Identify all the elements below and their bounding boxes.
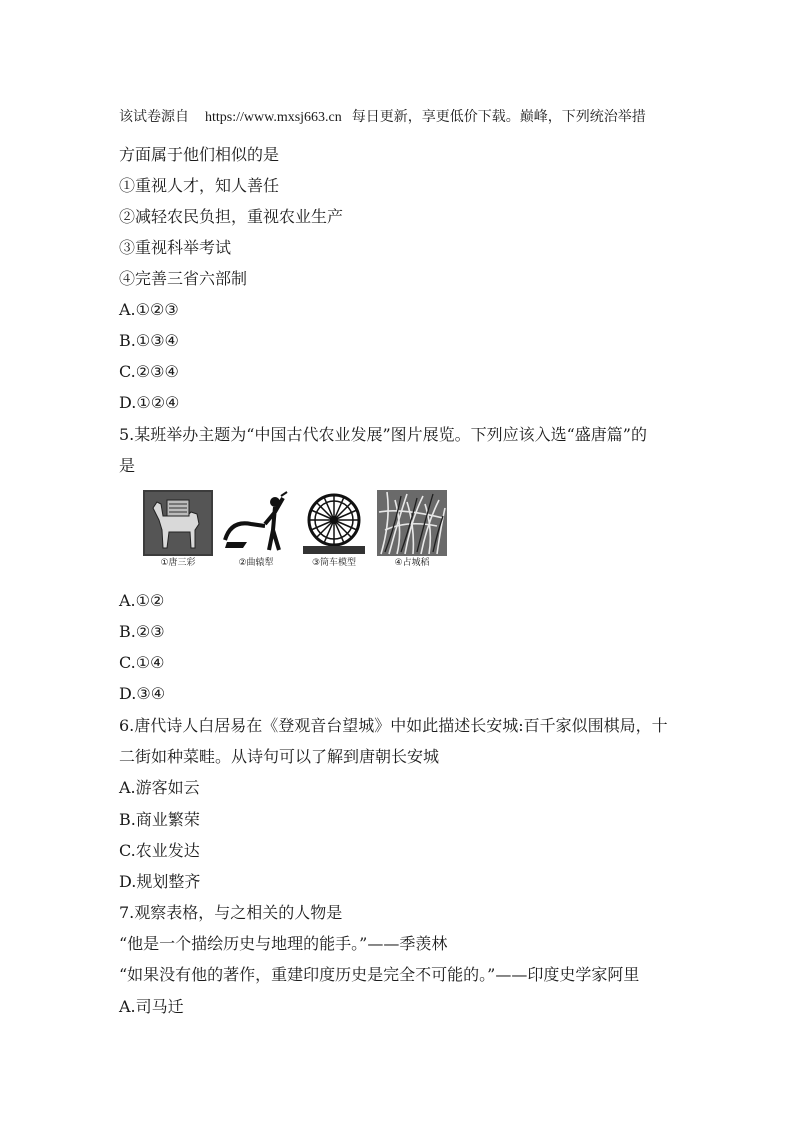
header-prefix: 该试卷源自	[119, 109, 189, 125]
q7-quote-1: “他是一个描绘历史与地理的能手。”——季羡林	[119, 934, 448, 953]
q7-quote-2: “如果没有他的著作，重建印度历史是完全不可能的。”——印度史学家阿里	[119, 965, 640, 984]
q5-stem-line-2: 是	[119, 456, 136, 475]
figure-tang-sancai	[143, 490, 213, 570]
curved-shaft-plow-icon	[221, 490, 291, 556]
figure-caption: ①唐三彩	[160, 558, 196, 568]
page-header	[119, 107, 646, 128]
q6-stem-line-2: 二街如种菜畦。从诗句可以了解到唐朝长安城	[119, 747, 440, 766]
q4-option-d: D.①②④	[119, 393, 180, 412]
water-wheel-icon	[299, 490, 369, 556]
figure-champa-rice	[377, 490, 447, 570]
q6-option-a: A.游客如云	[119, 778, 200, 797]
q4-stem-continuation: 方面属于他们相似的是	[119, 145, 280, 164]
q4-item-4: ④完善三省六部制	[119, 269, 248, 288]
figure-curved-plow	[221, 490, 291, 570]
champa-rice-icon	[377, 490, 447, 556]
figure-caption: ②曲辕犁	[238, 558, 274, 568]
q5-figure-strip	[143, 490, 448, 570]
q4-item-1: ①重视人才，知人善任	[119, 176, 280, 195]
q4-item-2: ②减轻农民负担，重视农业生产	[119, 207, 344, 226]
q5-option-a: A.①②	[119, 591, 165, 610]
q6-option-b: B.商业繁荣	[119, 810, 200, 829]
q6-stem-line-1: 6.唐代诗人白居易在《登观音台望城》中如此描述长安城:百千家似围棋局，十	[119, 716, 668, 735]
q4-option-c: C.②③④	[119, 362, 179, 381]
header-url[interactable]: https://www.mxsj663.cn	[205, 110, 342, 125]
q6-option-d: D.规划整齐	[119, 872, 201, 891]
tang-sancai-camel-icon	[143, 490, 213, 556]
q7-option-a: A.司马迁	[119, 997, 184, 1016]
header-suffix: 每日更新，享更低价下载。巅峰，下列统治举措	[351, 109, 646, 125]
q4-item-3: ③重视科举考试	[119, 238, 232, 257]
figure-caption: ④占城稻	[394, 558, 430, 568]
q4-option-a: A.①②③	[119, 300, 179, 319]
q5-stem-line-1: 5.某班举办主题为“中国古代农业发展”图片展览。下列应该入选“盛唐篇”的	[119, 425, 647, 444]
figure-caption: ③筒车模型	[311, 558, 357, 568]
q7-stem: 7.观察表格，与之相关的人物是	[119, 903, 343, 922]
q6-option-c: C.农业发达	[119, 841, 200, 860]
figure-water-wheel	[299, 490, 369, 570]
q5-option-b: B.②③	[119, 622, 165, 641]
q5-option-d: D.③④	[119, 684, 166, 703]
q5-option-c: C.①④	[119, 653, 165, 672]
q4-option-b: B.①③④	[119, 331, 179, 350]
